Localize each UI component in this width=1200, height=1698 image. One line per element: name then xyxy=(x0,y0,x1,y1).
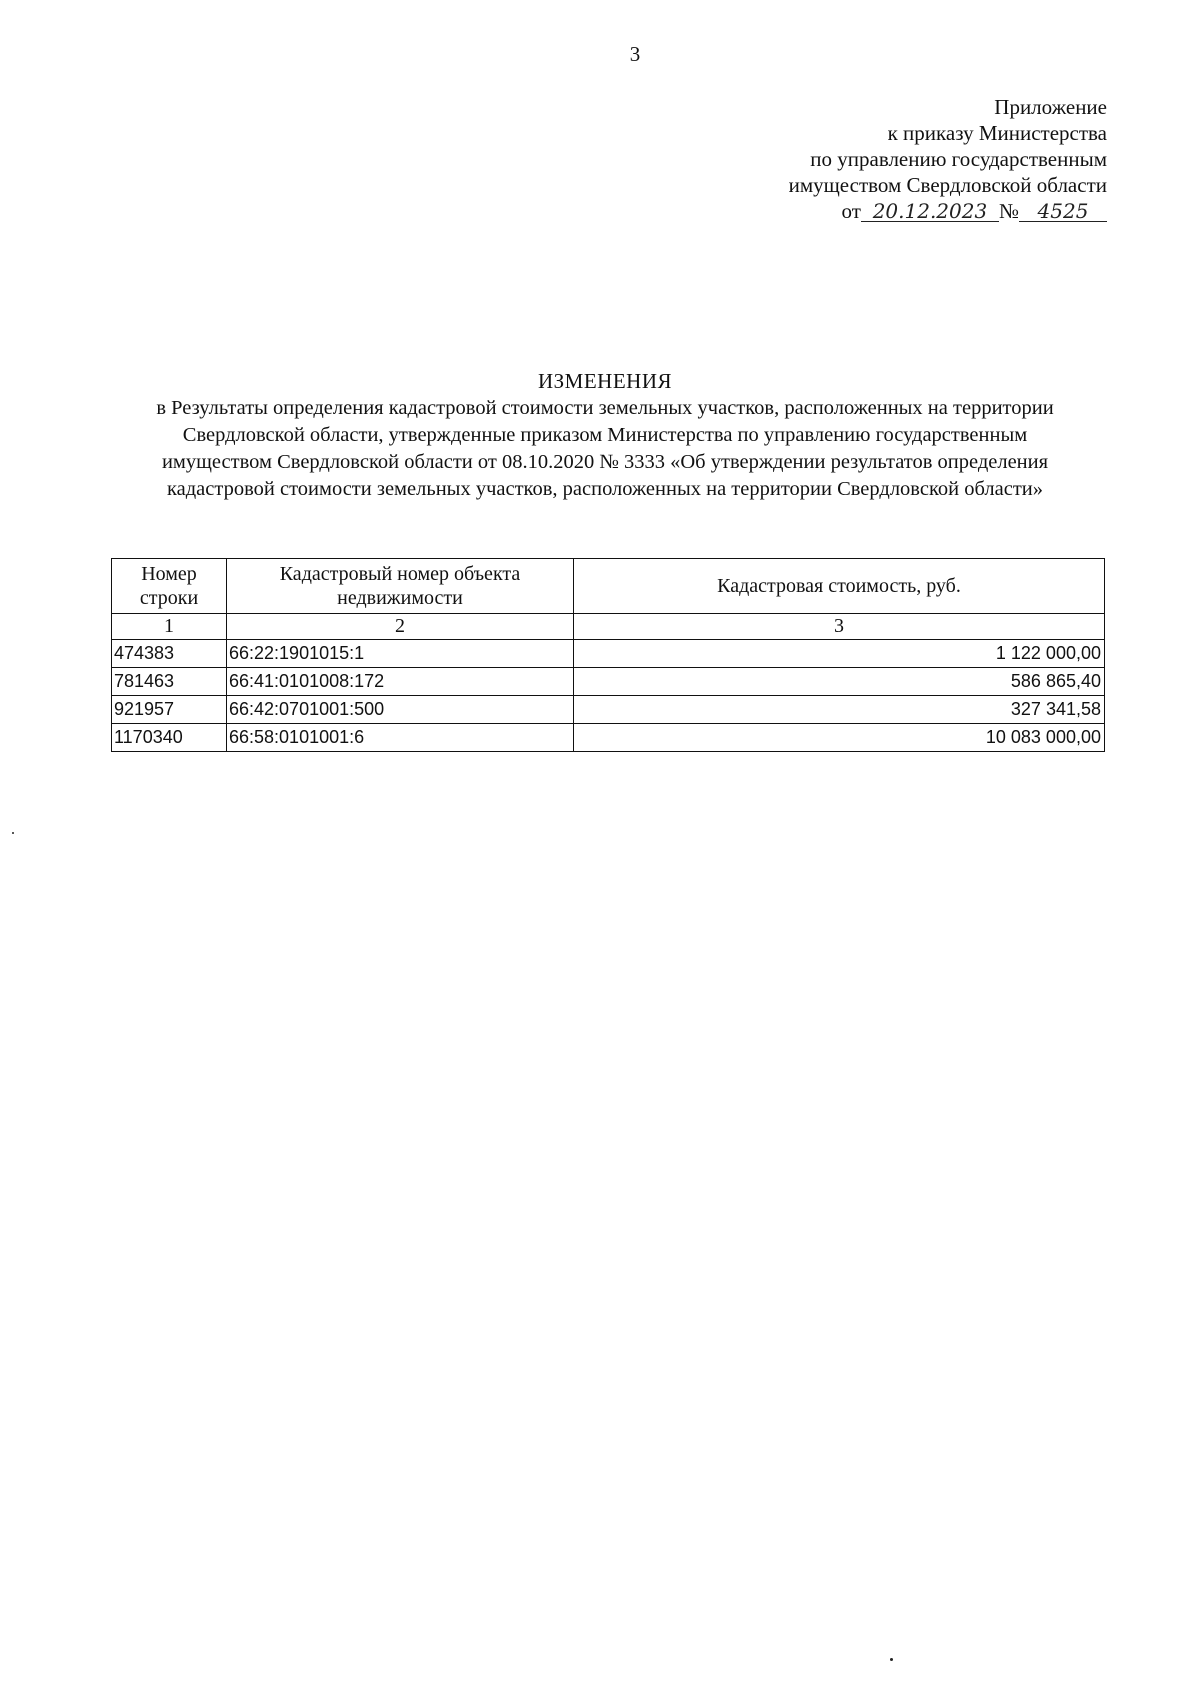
table-row xyxy=(112,668,1105,696)
cadastral-number-cell: 66:42:0701001:500 xyxy=(227,696,574,724)
page-number: 3 xyxy=(629,42,641,66)
subtitle-line-3: имуществом Свердловской области от 08.10.2020 № 3333 «Об утверждении результатов определения xyxy=(161,451,1049,473)
subtitle-line-1: в Результаты определения кадастровой стоимости земельных участков, расположенных на территории xyxy=(156,397,1054,419)
number-prefix: № xyxy=(998,199,1019,223)
appendix-date-line xyxy=(647,198,1107,224)
date-prefix: от xyxy=(841,199,861,223)
column-number: 1 xyxy=(112,614,227,640)
table-row xyxy=(112,696,1105,724)
header-cadastral-number: Кадастровый номер объекта недвижимости xyxy=(227,559,574,614)
row-number-cell: 1170340 xyxy=(112,724,227,752)
document-subtitle xyxy=(110,395,1100,503)
subtitle-line-4: кадастровой стоимости земельных участков, расположенных на территории Свердловской области» xyxy=(167,478,1043,500)
row-number-cell: 921957 xyxy=(112,696,227,724)
column-number: 3 xyxy=(574,614,1105,640)
subtitle-line-2: Свердловской области, утвержденные приказом Министерства по управлению государственным xyxy=(182,424,1028,446)
table-row xyxy=(112,724,1105,752)
title-block xyxy=(110,368,1100,503)
appendix-line-3: по управлению государственным xyxy=(810,147,1107,171)
header-cadastral-cost: Кадастровая стоимость, руб. xyxy=(574,559,1105,614)
scan-speck xyxy=(12,832,14,834)
column-number: 2 xyxy=(227,614,574,640)
appendix-line-1: Приложение xyxy=(994,95,1107,119)
appendix-block xyxy=(647,94,1107,224)
appendix-line-4: имуществом Свердловской области xyxy=(788,173,1107,197)
table-header-row xyxy=(112,559,1105,614)
scan-speck xyxy=(890,1658,893,1661)
changes-table xyxy=(111,558,1105,752)
row-number-cell: 781463 xyxy=(112,668,227,696)
appendix-line-2: к приказу Министерства xyxy=(887,121,1107,145)
changes-table-container xyxy=(111,558,1104,752)
document-title: ИЗМЕНЕНИЯ xyxy=(537,369,673,393)
table-row xyxy=(112,640,1105,668)
header-row-number: Номер строки xyxy=(112,559,227,614)
cadastral-cost-cell: 10 083 000,00 xyxy=(574,724,1105,752)
cadastral-cost-cell: 327 341,58 xyxy=(574,696,1105,724)
handwritten-number: 4525 xyxy=(1019,201,1107,222)
cadastral-number-cell: 66:58:0101001:6 xyxy=(227,724,574,752)
cadastral-cost-cell: 1 122 000,00 xyxy=(574,640,1105,668)
column-numbers-row xyxy=(112,614,1105,640)
cadastral-number-cell: 66:41:0101008:172 xyxy=(227,668,574,696)
cadastral-number-cell: 66:22:1901015:1 xyxy=(227,640,574,668)
cadastral-cost-cell: 586 865,40 xyxy=(574,668,1105,696)
handwritten-date: 20.12.2023 xyxy=(861,201,999,222)
row-number-cell: 474383 xyxy=(112,640,227,668)
